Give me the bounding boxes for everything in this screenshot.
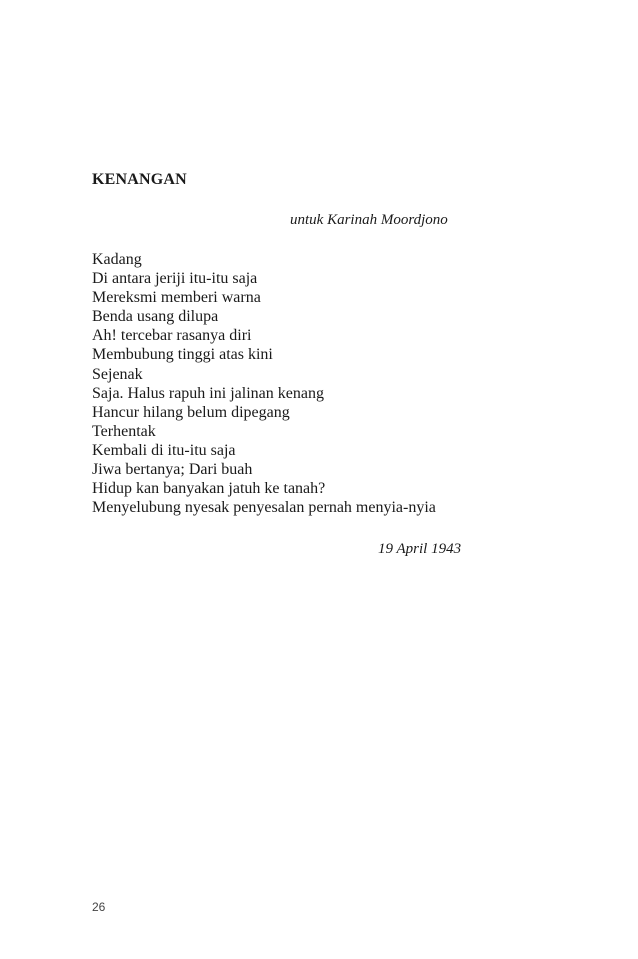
poem-line: Jiwa bertanya; Dari buah bbox=[92, 461, 253, 479]
poem-date: 19 April 1943 bbox=[378, 541, 462, 557]
poem-line: Saja. Halus rapuh ini jalinan kenang bbox=[92, 384, 324, 402]
poem-line: Terhentak bbox=[92, 422, 156, 440]
poem-title: KENANGAN bbox=[92, 171, 187, 188]
poem-body bbox=[92, 250, 436, 517]
poem-line: Membubung tinggi atas kini bbox=[92, 346, 273, 364]
poem-line: Hancur hilang belum dipegang bbox=[92, 403, 290, 421]
poem-line: Menyelubung nyesak penyesalan pernah menyia-nyia bbox=[92, 499, 436, 517]
poem-line: Benda usang dilupa bbox=[92, 308, 219, 326]
poem-line: Mereksmi memberi warna bbox=[92, 289, 261, 307]
poem-line: Di antara jeriji itu-itu saja bbox=[92, 270, 258, 288]
poem-line: Kadang bbox=[92, 251, 142, 268]
poem-line: Kembali di itu-itu saja bbox=[92, 441, 236, 459]
poem-dedication: untuk Karinah Moordjono bbox=[290, 212, 448, 228]
poem-line: Sejenak bbox=[92, 365, 143, 383]
poem-line: Hidup kan banyakan jatuh ke tanah? bbox=[92, 480, 326, 498]
poem-line: Ah! tercebar rasanya diri bbox=[92, 327, 252, 345]
page-number: 26 bbox=[92, 900, 106, 914]
